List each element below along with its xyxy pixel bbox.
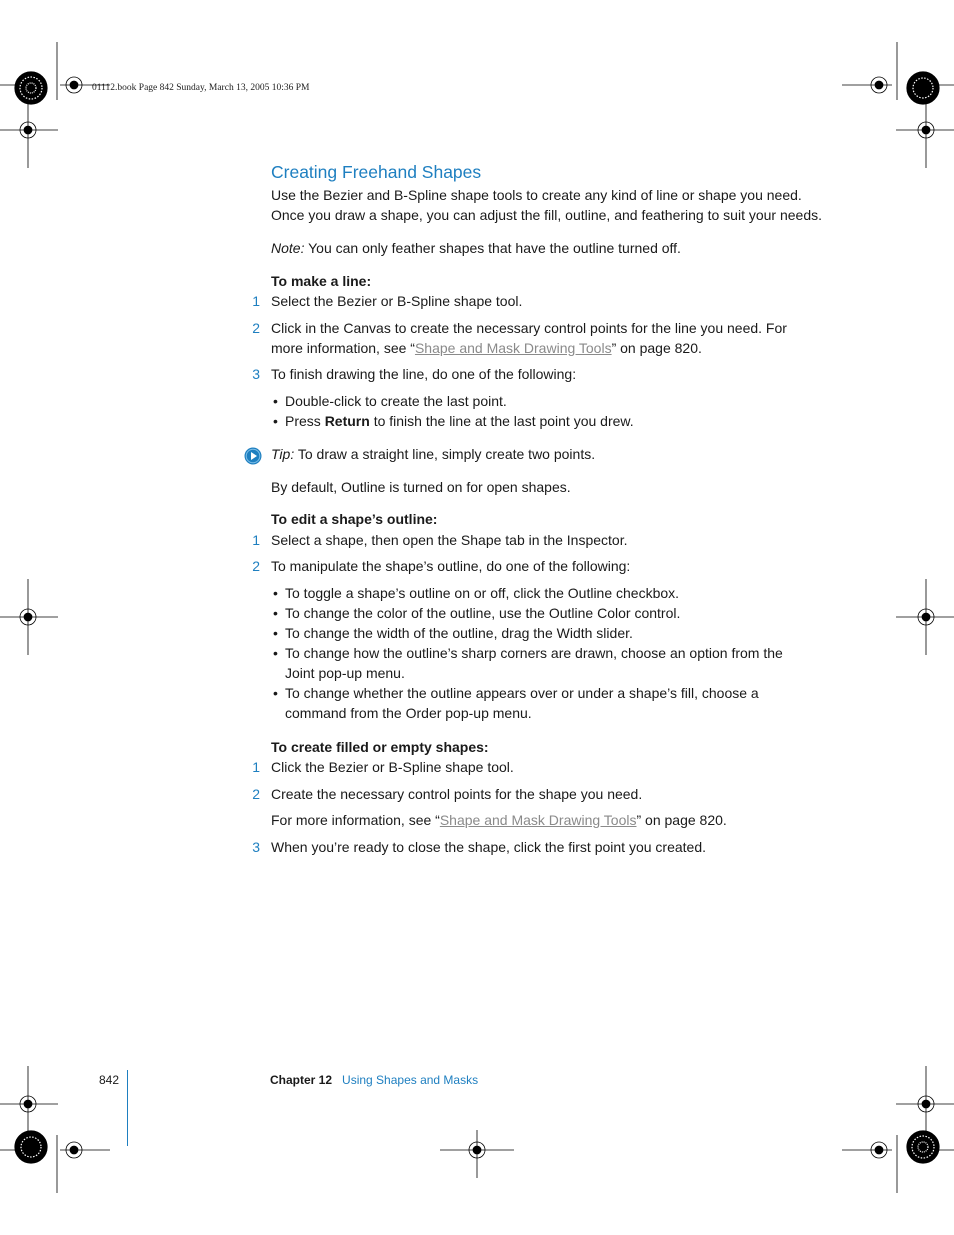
step-line-pre: more information, see “ bbox=[271, 340, 415, 356]
step-number: 2 bbox=[252, 786, 260, 802]
bullet-dot: • bbox=[273, 625, 278, 641]
list-item-pre: Press bbox=[285, 413, 325, 429]
step-text: To finish drawing the line, do one of the following: bbox=[271, 366, 577, 382]
step-number: 2 bbox=[252, 558, 260, 574]
more-info-post: ” on page 820. bbox=[636, 812, 727, 828]
bullet-dot: • bbox=[273, 645, 278, 661]
step-number: 2 bbox=[252, 320, 260, 336]
step-text: Select a shape, then open the Shape tab in the Inspector. bbox=[271, 532, 628, 548]
step-text: Create the necessary control points for the shape you need. bbox=[271, 786, 643, 802]
registration-starburst bbox=[15, 72, 939, 1163]
list-item-text: To change the width of the outline, drag the Width slider. bbox=[285, 625, 633, 641]
step-number: 1 bbox=[252, 759, 260, 775]
step-text: Click the Bezier or B-Spline shape tool. bbox=[271, 759, 514, 775]
return-key-label: Return bbox=[324, 413, 370, 429]
chapter-label: Chapter 12 bbox=[270, 1073, 333, 1087]
step-text: Select the Bezier or B-Spline shape tool. bbox=[271, 293, 523, 309]
bullet-dot: • bbox=[273, 605, 278, 621]
step-number: 3 bbox=[252, 839, 260, 855]
edit-outline-heading: To edit a shape’s outline: bbox=[271, 511, 438, 527]
outline-default-text: By default, Outline is turned on for open shapes. bbox=[271, 479, 571, 495]
filled-shapes-heading: To create filled or empty shapes: bbox=[271, 739, 489, 755]
bullet-dot: • bbox=[273, 685, 278, 701]
list-item-text: To toggle a shape’s outline on or off, click the Outline checkbox. bbox=[285, 585, 680, 601]
step-number: 1 bbox=[252, 532, 260, 548]
make-line-heading: To make a line: bbox=[271, 273, 372, 289]
step-line-post: ” on page 820. bbox=[611, 340, 702, 356]
step-line: Click in the Canvas to create the necessary control points for the line you need. For bbox=[271, 320, 787, 336]
shape-mask-tools-link[interactable]: Shape and Mask Drawing Tools bbox=[439, 812, 637, 828]
list-item-text: Double-click to create the last point. bbox=[285, 393, 507, 409]
bullet-dot: • bbox=[273, 393, 278, 409]
page-number: 842 bbox=[99, 1073, 120, 1087]
step-number: 1 bbox=[252, 293, 260, 309]
note-label: Note: bbox=[271, 240, 305, 256]
intro-line-2: Once you draw a shape, you can adjust the fill, outline, and feathering to suit your needs. bbox=[271, 207, 823, 223]
intro-line-1: Use the Bezier and B-Spline shape tools to create any kind of line or shape you need. bbox=[271, 187, 802, 203]
step-text: To manipulate the shape’s outline, do one of the following: bbox=[271, 558, 631, 574]
bullet-dot: • bbox=[273, 413, 278, 429]
step-text: When you’re ready to close the shape, click the first point you created. bbox=[271, 839, 707, 855]
more-info-pre: For more information, see “ bbox=[271, 812, 440, 828]
section-title: Creating Freehand Shapes bbox=[271, 162, 482, 182]
bullet-dot: • bbox=[273, 585, 278, 601]
print-header: 01112.book Page 842 Sunday, March 13, 2005 10:36 PM bbox=[92, 83, 310, 93]
step-number: 3 bbox=[252, 366, 260, 382]
list-item-text: To change whether the outline appears over or under a shape’s fill, choose a command from the Order pop-up menu. bbox=[285, 685, 759, 721]
tip-label: Tip: bbox=[271, 446, 295, 462]
list-item-post: to finish the line at the last point you drew. bbox=[369, 413, 634, 429]
shape-mask-tools-link[interactable]: Shape and Mask Drawing Tools bbox=[414, 340, 612, 356]
tip-text: To draw a straight line, simply create two points. bbox=[297, 446, 596, 462]
list-item-text: To change the color of the outline, use the Outline Color control. bbox=[285, 605, 681, 621]
chapter-title: Using Shapes and Masks bbox=[342, 1073, 479, 1087]
note-text: You can only feather shapes that have the outline turned off. bbox=[308, 240, 681, 256]
list-item-text: To change how the outline’s sharp corners are drawn, choose an option from the Joint pop-up menu. bbox=[285, 645, 783, 681]
